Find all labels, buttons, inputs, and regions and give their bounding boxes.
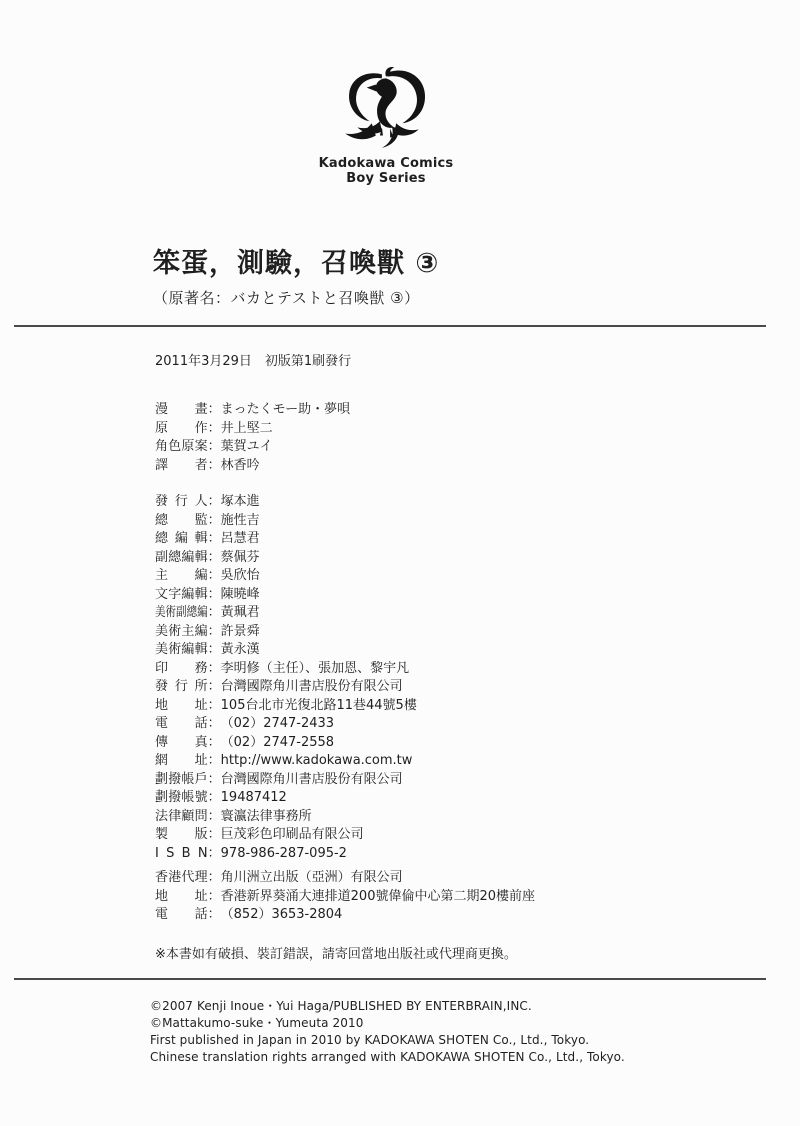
credit-row	[155, 512, 800, 531]
credit-row	[155, 438, 800, 457]
credit-label: 美術副總編	[155, 605, 208, 620]
credit-colon: ：	[207, 808, 221, 824]
credit-colon: ：	[207, 888, 221, 904]
damage-disclaimer: ※本書如有破損、裝訂錯誤，請寄回當地出版社或代理商更換。	[155, 946, 517, 962]
credit-colon: ：	[207, 870, 221, 885]
copyright-line: ©2007 Kenji Inoue・Yui Haga/PUBLISHED BY ENTERBRAIN,INC.	[150, 998, 532, 1013]
credit-value: 陳曉峰	[220, 586, 260, 602]
phoenix-logo-icon	[335, 64, 437, 152]
credit-group	[155, 869, 800, 925]
credit-row	[155, 826, 800, 845]
credit-colon: ：	[207, 568, 221, 583]
credit-colon: ：	[207, 827, 221, 842]
credit-label: 發行所	[155, 679, 208, 694]
credit-colon: ：	[207, 697, 221, 713]
credit-value: 塚本進	[220, 494, 260, 509]
credit-value: 105台北市光復北路11巷44號5樓	[220, 697, 417, 713]
credit-colon: ：	[207, 457, 221, 473]
credit-row	[155, 604, 800, 623]
credit-label: 劃撥帳戶	[155, 771, 208, 787]
title-block	[0, 246, 800, 308]
colophon-content	[0, 352, 800, 964]
credit-row	[155, 530, 800, 549]
credit-label: 製版	[155, 827, 208, 842]
credit-colon: ：	[207, 549, 221, 565]
credit-label: 傳真	[155, 734, 208, 750]
credit-label: 電話	[155, 907, 208, 922]
credit-label: I S B N	[155, 845, 208, 861]
credit-colon: ：	[207, 753, 221, 768]
credit-row	[155, 869, 800, 888]
credit-label: 地址	[155, 888, 208, 904]
copyright-block	[0, 998, 800, 1066]
credit-value: 角川洲立出版（亞洲）有限公司	[220, 870, 403, 885]
credit-label: 法律顧問	[155, 808, 208, 824]
credit-colon: ：	[207, 623, 221, 639]
divider-top	[14, 325, 766, 327]
credit-colon: ：	[207, 586, 221, 602]
credits-list	[155, 401, 800, 925]
credit-value: 井上堅二	[220, 420, 273, 436]
credit-value: 台灣國際角川書店股份有限公司	[220, 771, 403, 787]
credit-value: 李明修（主任）、張加恩、黎宇凡	[220, 660, 410, 676]
copyright-line: Chinese translation rights arranged with KADOKAWA SHOTEN Co., Ltd., Tokyo.	[150, 1049, 625, 1064]
credit-colon: ：	[207, 512, 221, 528]
credit-row	[155, 808, 800, 827]
credit-row	[155, 845, 800, 864]
credit-value: 施性吉	[220, 512, 260, 528]
credit-row	[155, 586, 800, 605]
credit-row	[155, 641, 800, 660]
credit-value: 林香吟	[220, 457, 260, 473]
credit-label: 印務	[155, 660, 208, 676]
credit-value: 19487412	[220, 790, 287, 805]
credit-label: 地址	[155, 697, 208, 713]
credit-label: 香港代理	[155, 870, 208, 885]
credit-colon: ：	[207, 679, 221, 694]
credit-colon: ：	[207, 716, 221, 731]
credit-colon: ：	[207, 790, 221, 805]
logo-series-line1: Kadokawa Comics	[318, 156, 454, 171]
credit-group	[155, 401, 800, 475]
credit-value: 呂慧君	[220, 531, 260, 546]
credit-label: 總編輯	[155, 531, 208, 546]
credit-colon: ：	[207, 771, 221, 787]
credit-row	[155, 771, 800, 790]
credit-value: （02）2747-2433	[220, 716, 335, 731]
credit-label: 文字編輯	[155, 586, 208, 602]
credit-row	[155, 623, 800, 642]
credit-label: 主編	[155, 568, 208, 583]
credit-row	[155, 789, 800, 808]
credit-colon: ：	[207, 605, 221, 620]
credit-label: 發行人	[155, 494, 208, 509]
credit-colon: ：	[207, 907, 221, 922]
credit-row	[155, 660, 800, 679]
credit-row	[155, 493, 800, 512]
credit-colon: ：	[207, 660, 221, 676]
credit-row	[155, 697, 800, 716]
logo-series-line2: Boy Series	[346, 171, 426, 186]
credit-colon: ：	[207, 642, 221, 657]
credit-value: 台灣國際角川書店股份有限公司	[220, 679, 403, 694]
credit-label: 漫畫	[155, 402, 208, 417]
credit-value: 黃永漢	[220, 642, 260, 657]
credit-row	[155, 752, 800, 771]
credit-row	[155, 420, 800, 439]
credit-row	[155, 734, 800, 753]
credit-value: （02）2747-2558	[220, 734, 335, 750]
credit-row	[155, 567, 800, 586]
credit-group	[155, 493, 800, 863]
credit-colon: ：	[207, 531, 221, 546]
credit-value: 蔡佩芬	[220, 549, 260, 565]
credit-label: 美術編輯	[155, 642, 208, 657]
credit-value: まったくモー助・夢唄	[220, 402, 351, 417]
credit-row	[155, 715, 800, 734]
credit-row	[155, 401, 800, 420]
credit-colon: ：	[207, 494, 221, 509]
credit-label: 譯者	[155, 457, 208, 473]
credit-row	[155, 549, 800, 568]
credit-label: 副總編輯	[155, 549, 208, 565]
credit-label: 網址	[155, 753, 208, 768]
credit-colon: ：	[207, 402, 221, 417]
credit-row	[155, 888, 800, 907]
credit-label: 劃撥帳號	[155, 790, 208, 805]
credit-value: （852）3653-2804	[220, 907, 343, 922]
credit-row	[155, 457, 800, 476]
credit-label: 電話	[155, 716, 208, 731]
credit-value: 吳欣怡	[220, 568, 260, 583]
credit-row	[155, 906, 800, 925]
credit-label: 原作	[155, 420, 208, 436]
credit-value: 葉賀ユイ	[220, 439, 273, 454]
publisher-logo-block	[0, 0, 772, 186]
credit-value: 978-986-287-095-2	[220, 845, 347, 861]
credit-value: http://www.kadokawa.com.tw	[220, 753, 413, 768]
copyright-line: ©Mattakumo-suke・Yumeuta 2010	[150, 1015, 364, 1030]
credit-label: 美術主編	[155, 623, 208, 639]
credit-value: 巨茂彩色印刷品有限公司	[220, 827, 364, 842]
credit-row	[155, 678, 800, 697]
copyright-line: First published in Japan in 2010 by KADOKAWA SHOTEN Co., Ltd., Tokyo.	[150, 1032, 590, 1047]
credit-value: 許景舜	[220, 623, 260, 639]
credit-value: 黃珮君	[220, 605, 260, 620]
credit-value: 寰瀛法律事務所	[220, 808, 312, 824]
credit-colon: ：	[207, 420, 221, 436]
divider-bottom	[14, 978, 766, 980]
credit-label: 總監	[155, 512, 208, 528]
edition-line: 2011年3月29日 初版第1刷發行	[155, 354, 352, 369]
credit-label: 角色原案	[155, 439, 208, 454]
credit-colon: ：	[207, 439, 221, 454]
credit-colon: ：	[207, 845, 221, 861]
credit-value: 香港新界葵涌大連排道200號偉倫中心第二期20樓前座	[220, 888, 536, 904]
original-title: （原著名：バカとテストと召喚獣 ③）	[153, 289, 420, 307]
book-title: 笨蛋，測驗，召喚獸 ③	[153, 248, 440, 279]
credit-colon: ：	[207, 734, 221, 750]
